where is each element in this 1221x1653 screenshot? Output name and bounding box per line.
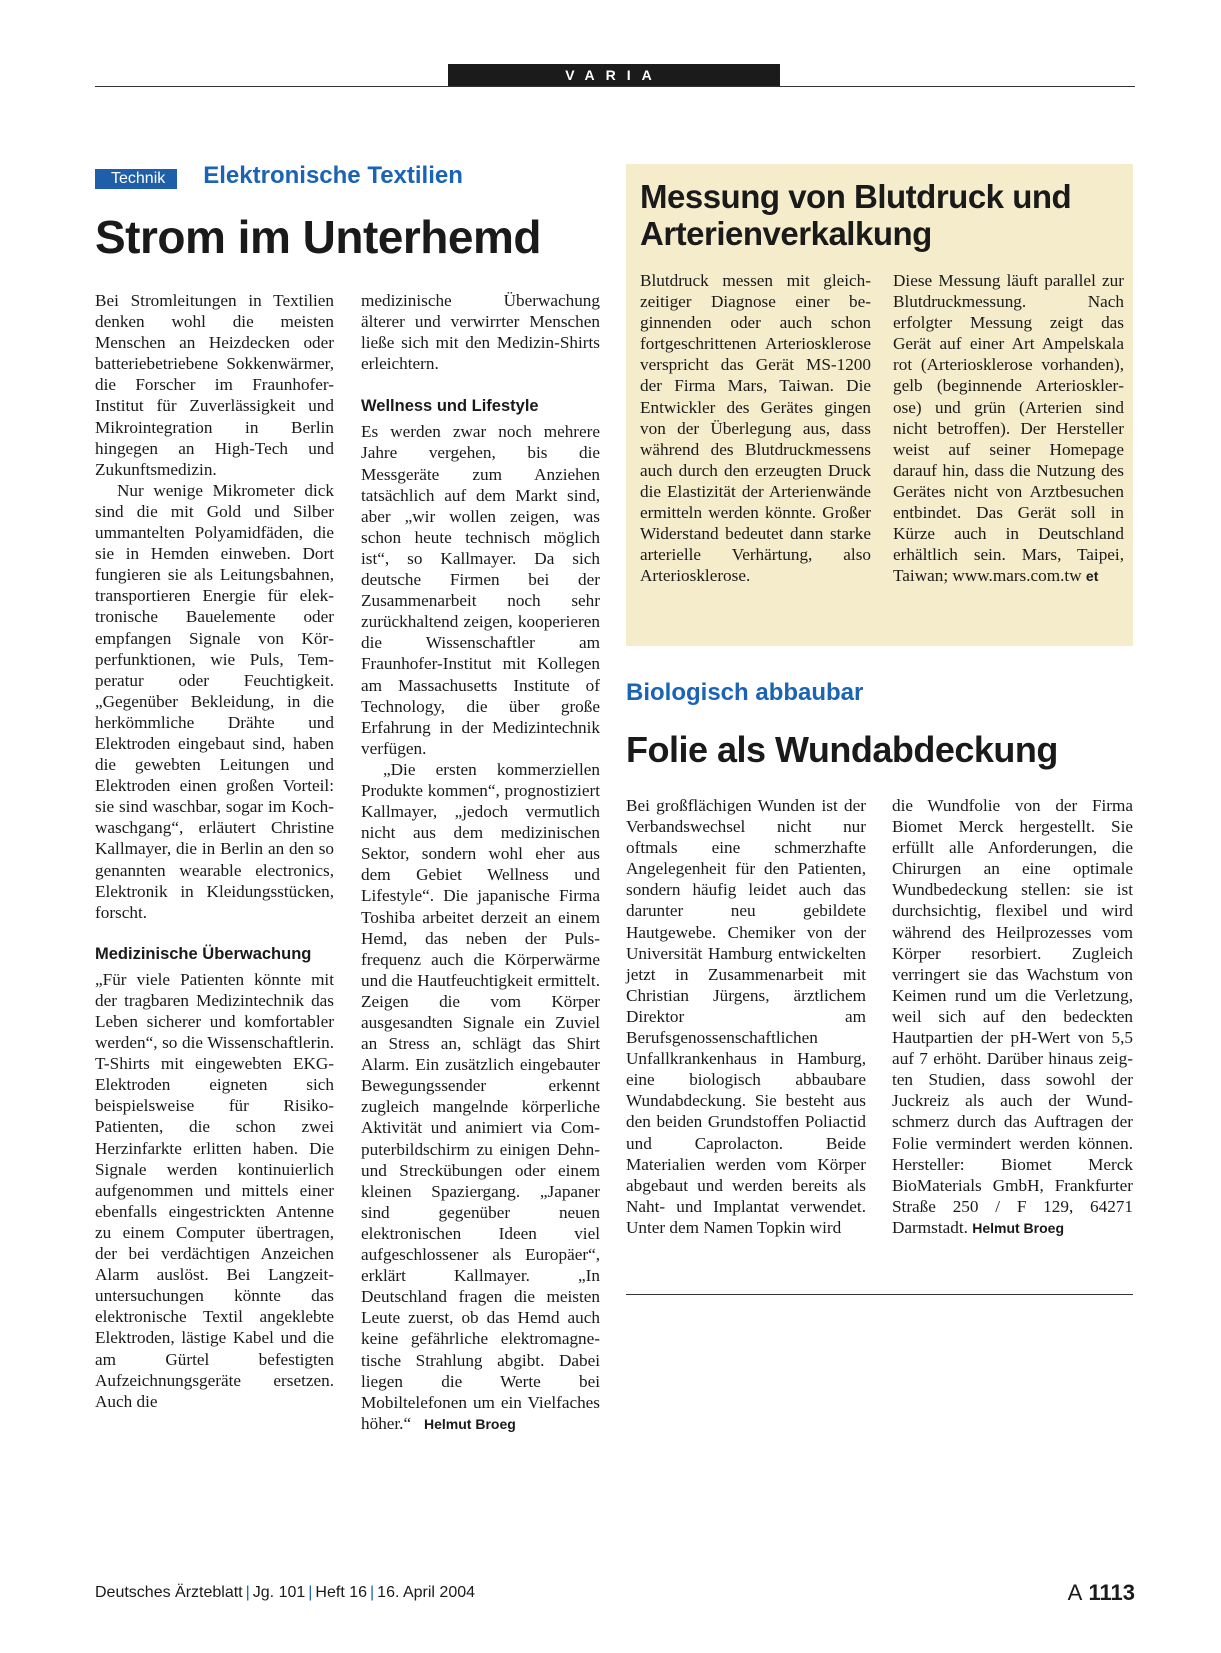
box-column-1 bbox=[640, 270, 871, 586]
article1-kicker: Elektronische Textilien bbox=[203, 162, 463, 189]
paragraph: Es werden zwar noch mehrere Jahre vergehen, bis die Messgeräte zum Anziehen tatsächlich auf dem Markt sind, aber „wir wollen zeigen, was schon heute technisch möglich ist“, so Kallmayer. Da sich deutsche Firmen bei der Zusammenarbeit noch sehr zurückhaltend zeigen, kooperieren die Wissenschaftler am Fraunhofer-Institut mit Kollegen am Massachusetts Institute of Technology, die über große Erfahrung in der Medizintechnik verfügen. bbox=[361, 422, 600, 758]
footer-separator: | bbox=[245, 1584, 250, 1601]
article1-column-2 bbox=[361, 290, 600, 1435]
subheading: Wellness und Lifestyle bbox=[361, 397, 539, 416]
paragraph-text: „Die ersten kommerziellen Produkte kommen“, prognostiziert Kallmayer, „jedoch vermutlich nicht aus dem medizinischen Sektor, sondern wohl eher aus dem Gebiet Wellness und Lifestyle“. Die japanische Firma Toshiba arbeitet derzeit an einem Hemd, das neben der Pulsfrequenz auch die Körperwärme und die Hautfeuchtigkeit ermittelt. Zeigen die vom Körper ausgesandten Signale ein Zuviel an Stress an, schlägt das Shirt Alarm. Ein zusätzlich eingebauter Bewegungssender erkennt zugleich mangelnde körperliche Aktivität und animiert via Computerbildschirm zu einigen Dehn- und Streckübungen oder einem kleinen Spaziergang. „Japaner sind gegenüber neuen elektronischen Ideen viel aufgeschlossener als Europäer“, erklärt Kallmayer. „In Deutschland fragen die meisten Leute zuerst, ob das Hemd auch keine gefährliche elektromagnetische Strahlung abgibt. Dabei liegen die Werte bei Mobiltelefonen um ein Vielfaches höher.“ bbox=[361, 759, 600, 1433]
rubric-badge: Technik bbox=[95, 169, 177, 189]
author-signature: Helmut Broeg bbox=[424, 1415, 516, 1432]
page-number bbox=[1068, 1580, 1135, 1606]
paragraph-text: die Wundfolie von der Firma Biomet Merck hergestellt. Sie erfüllt alle Anforderungen, die Chirurgen an eine optimale Wundbedeckung stellen: sie ist durchsichtig, flexibel und wird während des Heilprozesses vom Körper resorbiert. Zugleich verringert sie das Wachstum von Keimen rund um die Verletzung, weil sich auf den bedeckten Hautpartien der pH-Wert von 5,5 auf 7 erhöht. Darüber hinaus zeigten Studien, dass sowohl der Juckreiz als auch der Wundschmerz durch das Auftragen der Folie vermindert werden können. Hersteller: Biomet Merck BioMaterials GmbH, Frankfurter Straße 250 / F 129, 64271 Darmstadt. bbox=[892, 796, 1133, 1237]
paragraph: Bei Stromleitungen in Textilien denken wohl die meisten Menschen an Heizdecken oder batteriebetriebene Sokkenwärmer, die Forscher im Fraunhofer-Institut für Zuverlässigkeit und Mikrointegration in Berlin hingegen an High-Tech und Zukunftsmedizin. bbox=[95, 291, 334, 479]
page-footer bbox=[95, 1580, 1135, 1605]
paragraph-text: Diese Messung läuft parallel zur Blutdruckmessung. Nach erfolgter Messung zeigt das Gerät auf einer Art Ampelskala rot (Arteriosklerose vorhanden), gelb (beginnende Arteriosklerose) und grün (Arterien sind nicht betroffen). Der Hersteller weist auf seiner Homepage darauf hin, dass die Nutzung des Gerätes nicht von Arztbesuchen entbindet. Das Gerät soll in Kürze auch in Deutschland erhältlich sein. Mars, Taipei, Taiwan; www.mars.com.tw bbox=[893, 271, 1124, 586]
article1-column-1 bbox=[95, 290, 334, 1412]
journal-issue: Heft 16 bbox=[315, 1584, 368, 1601]
issue-date: 16. April 2004 bbox=[377, 1584, 476, 1601]
article1-heading bbox=[95, 162, 635, 192]
paragraph: Blutdruck messen mit gleichzeitiger Diagnose einer beginnenden oder auch schon fortgeschrittenen Arteriosklerose verspricht das Gerät MS-1200 der Firma Mars, Taiwan. Die Entwickler des Gerätes gingen von der Überlegung aus, dass während des Blutdruckmessens auch durch den erzeugten Druck die Elastizität der Arterienwände ermitteln werden könnte. Großer Widerstand bedeutet dann starke arterielle Verhärtung, also Arteriosklerose. bbox=[640, 271, 871, 586]
journal-volume: Jg. 101 bbox=[252, 1584, 306, 1601]
footer-separator: | bbox=[308, 1584, 313, 1601]
author-signature: Helmut Broeg bbox=[972, 1219, 1064, 1236]
page-number-value: 1113 bbox=[1088, 1580, 1135, 1605]
subheading: Medizinische Überwachung bbox=[95, 944, 312, 963]
header-rule bbox=[95, 86, 1135, 87]
journal-name: Deutsches Ärzteblatt bbox=[95, 1584, 243, 1601]
page-prefix: A bbox=[1067, 1580, 1083, 1605]
paragraph bbox=[893, 270, 1124, 587]
paragraph: medizinische Überwachung älterer und verwirrter Menschen ließe sich mit den Medizin-Shirts erleichtern. bbox=[361, 291, 600, 374]
box-headline: Messung von Blutdruck und Arterienverkalkung bbox=[640, 178, 1072, 252]
section-label: VARIA bbox=[448, 64, 780, 86]
paragraph bbox=[361, 759, 600, 1435]
box-column-2 bbox=[893, 270, 1124, 587]
paragraph: Nur wenige Mikrometer dick sind die mit Gold und Silber ummantelten Polyamidfäden, die sie in Hemden einweben. Dort fungieren sie als Leitungsbahnen, transportieren Energie für elektronische Bauelemente oder empfangen Signale von Körperfunktionen, wie Puls, Temperatur oder Feuchtigkeit. „Gegenüber Bekleidung, in die herkömmliche Drähte und Elektroden eingebaut sind, haben die gewebten Leitungen und Elektroden einen großen Vorteil: sie sind waschbar, sogar im Kochwaschgang“, erläutert Christine Kallmayer, die in Berlin an den so genannten wearable electronics, Elektronik in Kleidungsstücken, forscht. bbox=[95, 480, 334, 922]
author-signature: et bbox=[1085, 568, 1099, 585]
article2-column-2 bbox=[892, 795, 1133, 1239]
paragraph: „Für viele Patienten könnte mit der tragbaren Medizintechnik das Leben sicherer und komfortabler werden“, so die Wissenschaftlerin. T-Shirts mit eingewebten EKG-Elektroden eigneten sich beispielsweise für Risiko-Patienten, die schon zwei Herzinfarkte erlitten haben. Die Signale werden kontinuierlich aufgenommen und mittels einer ebenfalls eingestrickten Antenne zu einem Computer übertragen, der bei verdächtigen Anzeichen Alarm auslöst. Bei Langzeituntersuchungen könnte das elektronische Textil angeklebte Elektroden, lästige Kabel und die am Gürtel befestigten Aufzeichnungsgeräte ersetzen. Auch die bbox=[95, 969, 334, 1411]
article2-column-1 bbox=[626, 795, 866, 1238]
article1-headline: Strom im Unterhemd bbox=[95, 211, 541, 263]
paragraph bbox=[892, 795, 1133, 1239]
footer-separator: | bbox=[370, 1584, 375, 1601]
article2-headline: Folie als Wundabdeckung bbox=[626, 729, 1058, 770]
info-box bbox=[626, 164, 1133, 646]
section-divider bbox=[626, 1294, 1133, 1295]
paragraph: Bei großflächigen Wunden ist der Verbandswechsel nicht nur oftmals eine schmerzhafte Angelegenheit für den Patienten, sondern häufig leidet auch das darunter neu gebildete Hautgewebe. Chemiker von der Universität Hamburg entwickelten jetzt in Zusammenarbeit mit Christian Jürgens, ärztlichem Direktor am Berufsgenossenschaftlichen Unfallkrankenhaus in Hamburg, eine biologisch abbaubare Wundabdeckung. Sie besteht aus den beiden Grundstoffen Poliactid und Caprolacton. Beide Materialien werden vom Körper abgebaut und werden bereits als Naht- und Implantat verwendet. Unter dem Namen Topkin wird bbox=[626, 796, 866, 1237]
article2-kicker: Biologisch abbaubar bbox=[626, 679, 864, 706]
